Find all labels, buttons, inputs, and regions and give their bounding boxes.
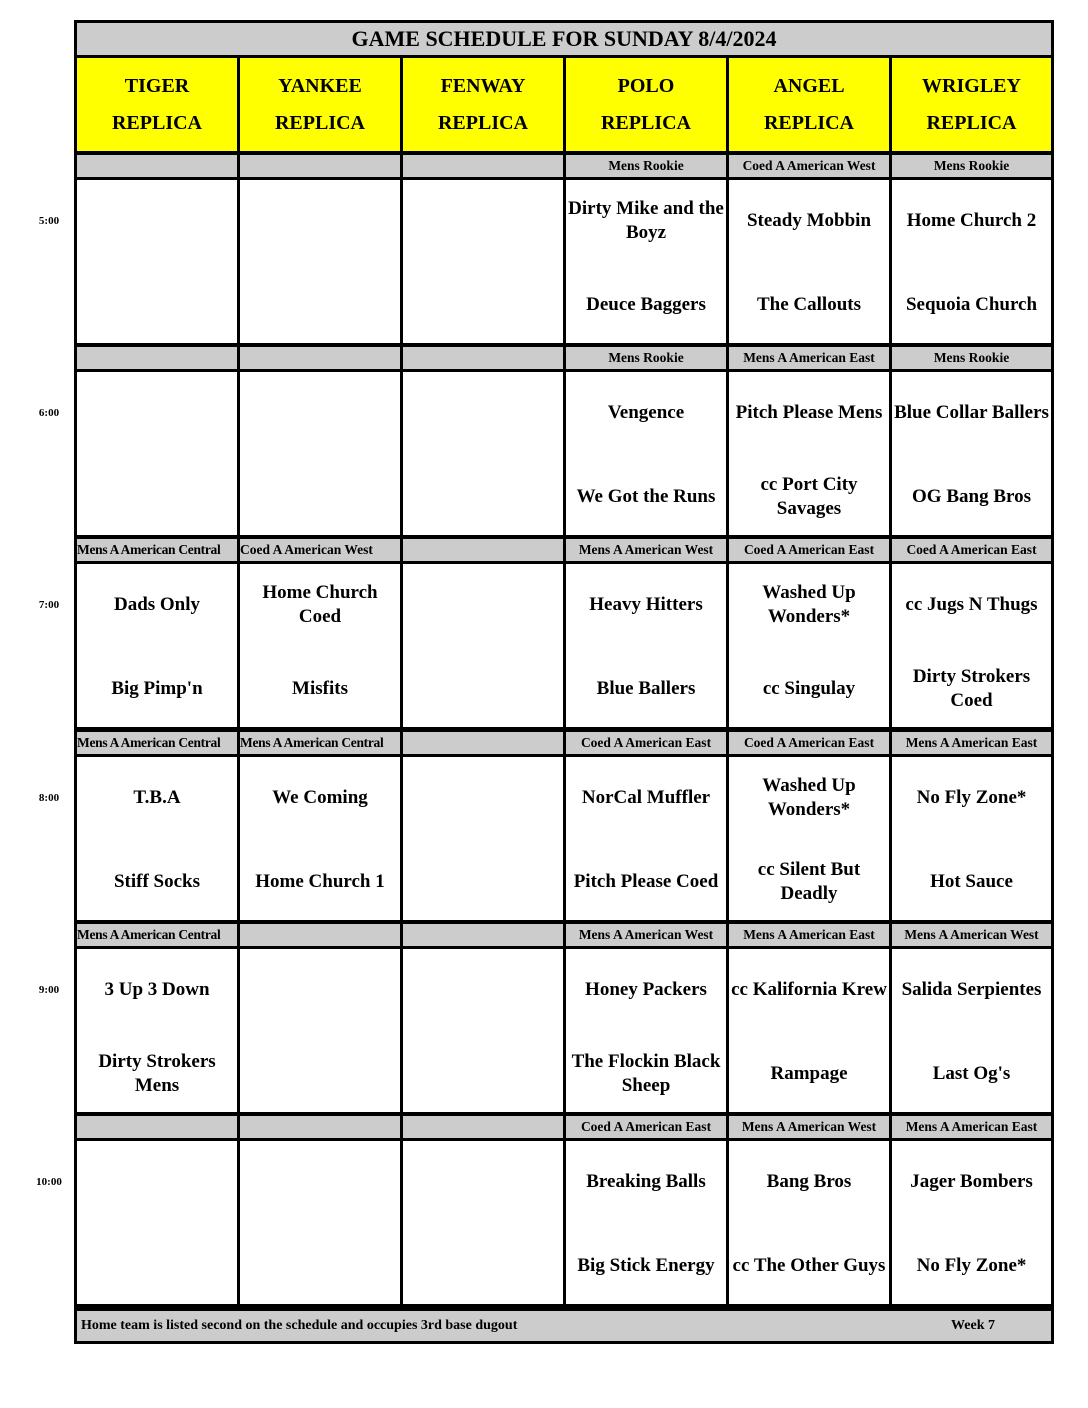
division-label bbox=[403, 924, 563, 946]
home-team: Dirty Strokers Coed bbox=[912, 666, 1031, 711]
home-team bbox=[403, 658, 563, 720]
away-team: Washed Up Wonders* bbox=[762, 775, 856, 820]
schedule-table bbox=[74, 20, 1054, 1344]
division-label: Mens A American West bbox=[566, 924, 726, 946]
game-cell bbox=[729, 180, 889, 343]
division-label: Mens Rookie bbox=[566, 155, 726, 177]
home-team bbox=[403, 851, 563, 913]
home-team: Rampage bbox=[770, 1063, 848, 1084]
home-team bbox=[77, 1235, 237, 1297]
away-team: Blue Collar Ballers bbox=[894, 402, 1049, 423]
home-team bbox=[403, 274, 563, 336]
field-header-fenway bbox=[403, 58, 563, 151]
away-team bbox=[403, 382, 563, 444]
time-label: 9:00 bbox=[38, 984, 60, 996]
away-team: Bang Bros bbox=[766, 1171, 852, 1192]
division-label: Mens Rookie bbox=[892, 347, 1051, 369]
game-cell bbox=[240, 372, 400, 535]
game-cell bbox=[77, 757, 237, 920]
division-label: Coed A American West bbox=[729, 155, 889, 177]
away-team bbox=[77, 382, 237, 444]
game-cell bbox=[566, 180, 726, 343]
division-label: Mens Rookie bbox=[892, 155, 1051, 177]
home-team: Home Church 1 bbox=[255, 871, 385, 892]
game-cell bbox=[77, 1141, 237, 1304]
home-team: No Fly Zone* bbox=[916, 1255, 1027, 1276]
home-team: Big Stick Energy bbox=[577, 1255, 715, 1276]
division-label bbox=[403, 155, 563, 177]
field-header-tiger bbox=[77, 58, 237, 151]
time-label: 7:00 bbox=[38, 599, 60, 611]
game-cell bbox=[77, 372, 237, 535]
division-label: Coed A American East bbox=[892, 539, 1051, 561]
away-team: Salida Serpientes bbox=[901, 979, 1042, 1000]
home-team bbox=[403, 1235, 563, 1297]
home-team bbox=[77, 274, 237, 336]
schedule-title: GAME SCHEDULE FOR SUNDAY 8/4/2024 bbox=[77, 23, 1051, 55]
field-name: WRIGLEY bbox=[922, 74, 1021, 97]
division-label bbox=[77, 347, 237, 369]
home-team: We Got the Runs bbox=[576, 486, 716, 507]
home-team bbox=[240, 1235, 400, 1297]
field-name: TIGER bbox=[124, 74, 190, 97]
division-label: Mens A American Central bbox=[77, 924, 237, 946]
field-sub: REPLICA bbox=[111, 111, 202, 134]
away-team: Vengence bbox=[607, 402, 685, 423]
away-team: Jager Bombers bbox=[910, 1171, 1033, 1192]
division-label bbox=[240, 1116, 400, 1138]
home-team: Blue Ballers bbox=[596, 678, 696, 699]
game-cell bbox=[240, 757, 400, 920]
away-team: cc Kalifornia Krew bbox=[731, 979, 887, 1000]
game-cell bbox=[566, 757, 726, 920]
home-team bbox=[240, 1043, 400, 1105]
home-team: cc The Other Guys bbox=[732, 1255, 886, 1276]
division-label: Coed A American East bbox=[566, 732, 726, 754]
home-team: Big Pimp'n bbox=[111, 678, 203, 699]
game-cell bbox=[892, 1141, 1051, 1304]
division-label: Mens Rookie bbox=[566, 347, 726, 369]
division-label: Mens A American West bbox=[892, 924, 1051, 946]
game-cell bbox=[892, 757, 1051, 920]
field-name: ANGEL bbox=[773, 74, 845, 97]
away-team bbox=[240, 959, 400, 1021]
field-name: FENWAY bbox=[440, 74, 526, 97]
time-label: 10:00 bbox=[36, 1176, 62, 1188]
time-label: 8:00 bbox=[38, 792, 60, 804]
home-team: The Callouts bbox=[757, 294, 861, 315]
home-team: Hot Sauce bbox=[930, 871, 1013, 892]
game-cell bbox=[729, 757, 889, 920]
week-label: Week 7 bbox=[951, 1318, 995, 1333]
away-team: Home Church 2 bbox=[906, 210, 1037, 231]
home-team: cc Singulay bbox=[762, 678, 856, 699]
away-team: Dirty Mike and the Boyz bbox=[568, 198, 724, 243]
field-header-polo bbox=[566, 58, 726, 151]
away-team: Heavy Hitters bbox=[589, 594, 703, 615]
division-label bbox=[240, 347, 400, 369]
home-team: Sequoia Church bbox=[905, 294, 1038, 315]
home-team bbox=[240, 466, 400, 528]
away-team: Honey Packers bbox=[585, 979, 707, 1000]
game-cell bbox=[240, 180, 400, 343]
away-team bbox=[77, 190, 237, 252]
division-label: Mens A American West bbox=[566, 539, 726, 561]
field-sub: REPLICA bbox=[763, 111, 854, 134]
home-team: The Flockin Black Sheep bbox=[571, 1051, 721, 1096]
division-label bbox=[403, 539, 563, 561]
away-team bbox=[403, 574, 563, 636]
division-label: Mens A American West bbox=[729, 1116, 889, 1138]
away-team bbox=[403, 190, 563, 252]
division-label bbox=[77, 155, 237, 177]
home-team: cc Silent But Deadly bbox=[757, 859, 861, 904]
game-cell bbox=[77, 564, 237, 727]
time-label: 6:00 bbox=[38, 407, 60, 419]
away-team bbox=[77, 1151, 237, 1213]
game-cell bbox=[729, 949, 889, 1112]
home-team: cc Port City Savages bbox=[760, 474, 858, 519]
field-name: YANKEE bbox=[278, 74, 362, 97]
home-team bbox=[240, 274, 400, 336]
game-cell bbox=[566, 564, 726, 727]
away-team: 3 Up 3 Down bbox=[104, 979, 210, 1000]
away-team: Washed Up Wonders* bbox=[762, 582, 856, 627]
field-header-angel bbox=[729, 58, 889, 151]
division-label: Mens A American East bbox=[892, 732, 1051, 754]
away-team: Steady Mobbin bbox=[746, 210, 872, 231]
division-label bbox=[240, 924, 400, 946]
away-team: No Fly Zone* bbox=[916, 787, 1027, 808]
away-team: We Coming bbox=[272, 787, 368, 808]
game-cell bbox=[729, 564, 889, 727]
away-team bbox=[240, 1151, 400, 1213]
division-label bbox=[403, 347, 563, 369]
field-name: POLO bbox=[617, 74, 675, 97]
division-label bbox=[77, 1116, 237, 1138]
home-team: Dirty Strokers Mens bbox=[98, 1051, 216, 1096]
away-team: Breaking Balls bbox=[586, 1171, 706, 1192]
footer-bar bbox=[77, 1311, 1051, 1341]
field-sub: REPLICA bbox=[600, 111, 691, 134]
field-sub: REPLICA bbox=[926, 111, 1017, 134]
game-cell bbox=[403, 564, 563, 727]
field-sub: REPLICA bbox=[274, 111, 365, 134]
game-cell bbox=[892, 564, 1051, 727]
footer-note: Home team is listed second on the schedule and occupies 3rd base dugout bbox=[81, 1318, 518, 1333]
home-team: Pitch Please Coed bbox=[573, 871, 719, 892]
game-cell bbox=[240, 1141, 400, 1304]
field-header-yankee bbox=[240, 58, 400, 151]
division-label: Mens A American East bbox=[729, 347, 889, 369]
away-team bbox=[240, 382, 400, 444]
division-label: Coed A American East bbox=[729, 539, 889, 561]
home-team bbox=[77, 466, 237, 528]
home-team: Stiff Socks bbox=[113, 871, 201, 892]
away-team bbox=[403, 1151, 563, 1213]
home-team: Deuce Baggers bbox=[586, 294, 706, 315]
game-cell bbox=[729, 1141, 889, 1304]
game-cell bbox=[403, 180, 563, 343]
game-cell bbox=[403, 949, 563, 1112]
away-team bbox=[403, 959, 563, 1021]
away-team: NorCal Muffler bbox=[581, 787, 711, 808]
field-header-wrigley bbox=[892, 58, 1051, 151]
game-cell bbox=[403, 1141, 563, 1304]
game-cell bbox=[729, 372, 889, 535]
game-cell bbox=[566, 949, 726, 1112]
game-cell bbox=[240, 564, 400, 727]
home-team: Misfits bbox=[292, 678, 348, 699]
away-team: cc Jugs N Thugs bbox=[905, 594, 1038, 615]
home-team: OG Bang Bros bbox=[912, 486, 1031, 507]
division-label: Coed A American West bbox=[240, 539, 400, 561]
away-team: Home Church Coed bbox=[262, 582, 378, 627]
time-label: 5:00 bbox=[38, 215, 60, 227]
game-cell bbox=[403, 372, 563, 535]
game-cell bbox=[892, 372, 1051, 535]
division-label bbox=[403, 732, 563, 754]
field-sub: REPLICA bbox=[437, 111, 528, 134]
division-label: Coed A American East bbox=[729, 732, 889, 754]
division-label: Mens A American East bbox=[892, 1116, 1051, 1138]
game-cell bbox=[566, 1141, 726, 1304]
home-team bbox=[403, 466, 563, 528]
away-team: Dads Only bbox=[113, 594, 201, 615]
division-label: Mens A American East bbox=[729, 924, 889, 946]
away-team: T.B.A bbox=[133, 787, 181, 808]
game-cell bbox=[892, 949, 1051, 1112]
game-cell bbox=[892, 180, 1051, 343]
division-label bbox=[240, 155, 400, 177]
game-cell bbox=[77, 949, 237, 1112]
division-label: Mens A American Central bbox=[77, 539, 237, 561]
game-cell bbox=[403, 757, 563, 920]
away-team: Pitch Please Mens bbox=[735, 402, 883, 423]
game-cell bbox=[77, 180, 237, 343]
game-cell bbox=[566, 372, 726, 535]
away-team bbox=[240, 190, 400, 252]
game-cell bbox=[240, 949, 400, 1112]
home-team: Last Og's bbox=[932, 1063, 1011, 1084]
division-label: Coed A American East bbox=[566, 1116, 726, 1138]
home-team bbox=[403, 1043, 563, 1105]
division-label bbox=[403, 1116, 563, 1138]
division-label: Mens A American Central bbox=[77, 732, 237, 754]
away-team bbox=[403, 767, 563, 829]
division-label: Mens A American Central bbox=[240, 732, 400, 754]
